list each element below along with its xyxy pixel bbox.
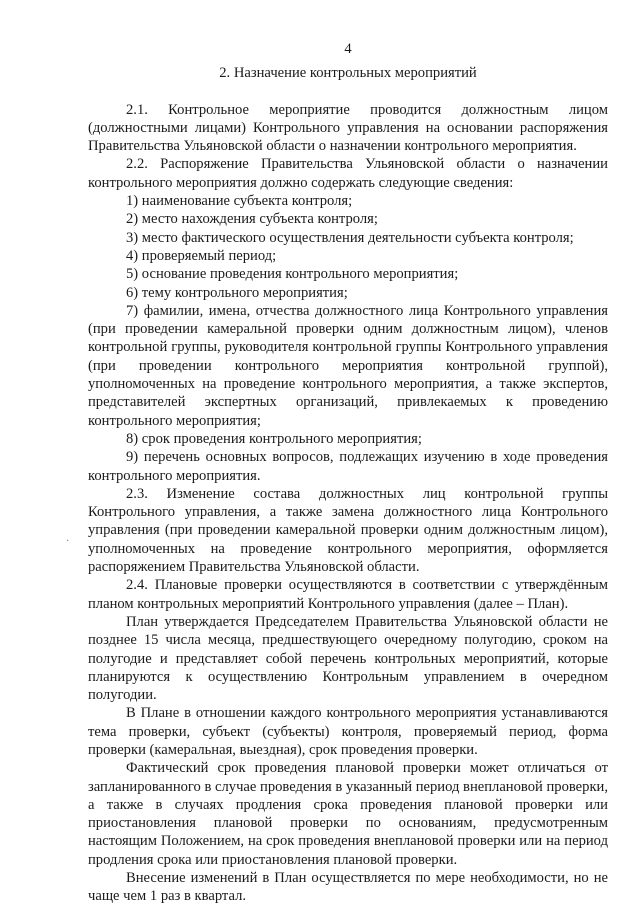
- list-item: 8) срок проведения контрольного мероприятия;: [126, 430, 422, 447]
- paragraph: План утверждается Председателем Правительства Ульяновской области не позднее 15 числа месяца, предшествующего очередному полугодию, сроком на полугодие и представляет собой перечень контрольных мероприятий, которые планируются к осуществлению Контрольным управлением в очередном полугодии.: [88, 613, 608, 704]
- paragraph: Фактический срок проведения плановой проверки может отличаться от запланированного в случае проведения в указанный период внеплановой проверки, а также в случаях продления срока проведения плановой проверки или приостановления плановой проверки по основаниям, предусмотренным настоящим Положением, на срок проведения внеплановой проверки или на период продления срока или приостановления плановой проверки.: [88, 760, 608, 868]
- paragraph: 2.1. Контрольное мероприятие проводится должностным лицом (должностными лицами) Контрольного управления на основании распоряжения Правительства Ульяновской области о назначении контрольного мероприятия.: [88, 101, 608, 155]
- paragraph: 2.4. Плановые проверки осуществляются в соответствии с утверждённым планом контрольных мероприятий Контрольного управления (далее – План).: [88, 577, 608, 612]
- page-number: 4: [344, 41, 352, 57]
- section-title: 2. Назначение контрольных мероприятий: [219, 65, 477, 82]
- list-item: 6) тему контрольного мероприятия;: [126, 284, 348, 301]
- scan-dot-mark: ·: [66, 536, 70, 547]
- list-item: 9) перечень основных вопросов, подлежащих изучению в ходе проведения контрольного мероприятия.: [88, 449, 608, 484]
- list-item: 2) место нахождения субъекта контроля;: [126, 211, 378, 228]
- list-item: 1) наименование субъекта контроля;: [126, 193, 353, 210]
- paragraph: 2.2. Распоряжение Правительства Ульяновской области о назначении контрольного мероприятия должно содержать следующие сведения:: [88, 156, 608, 191]
- list-item: 4) проверяемый период;: [126, 247, 277, 264]
- list-item: 7) фамилии, имена, отчества должностного лица Контрольного управления (при проведении камеральной проверки одним должностным лицом), членов контрольной группы, руководителя контрольной группы Контрольного управления (при проведении контрольного мероприятия контрольной группой), уполномоченных на проведение контрольного мероприятия, а также экспертов, представителей экспертных организаций, привлекаемых к проведению контрольного мероприятия;: [88, 302, 608, 429]
- list-item: 3) место фактического осуществления деятельности субъекта контроля;: [126, 229, 574, 246]
- paragraph: В Плане в отношении каждого контрольного мероприятия устанавливаются тема проверки, субъект (субъекты) контроля, проверяемый период, форма проверки (камеральная, выездная), срок проведения проверки.: [88, 705, 608, 758]
- list-item: 5) основание проведения контрольного мероприятия;: [126, 266, 459, 283]
- document-page: [88, 40, 608, 906]
- paragraph: Внесение изменений в План осуществляется по мере необходимости, но не чаще чем 1 раз в квартал.: [88, 870, 608, 905]
- paragraph: 2.3. Изменение состава должностных лиц контрольной группы Контрольного управления, а также замена должностного лица Контрольного управления (при проведении камеральной проверки одним должностным лицом), уполномоченных на проведение контрольного мероприятия, оформляется распоряжением Правительства Ульяновской области.: [88, 485, 608, 576]
